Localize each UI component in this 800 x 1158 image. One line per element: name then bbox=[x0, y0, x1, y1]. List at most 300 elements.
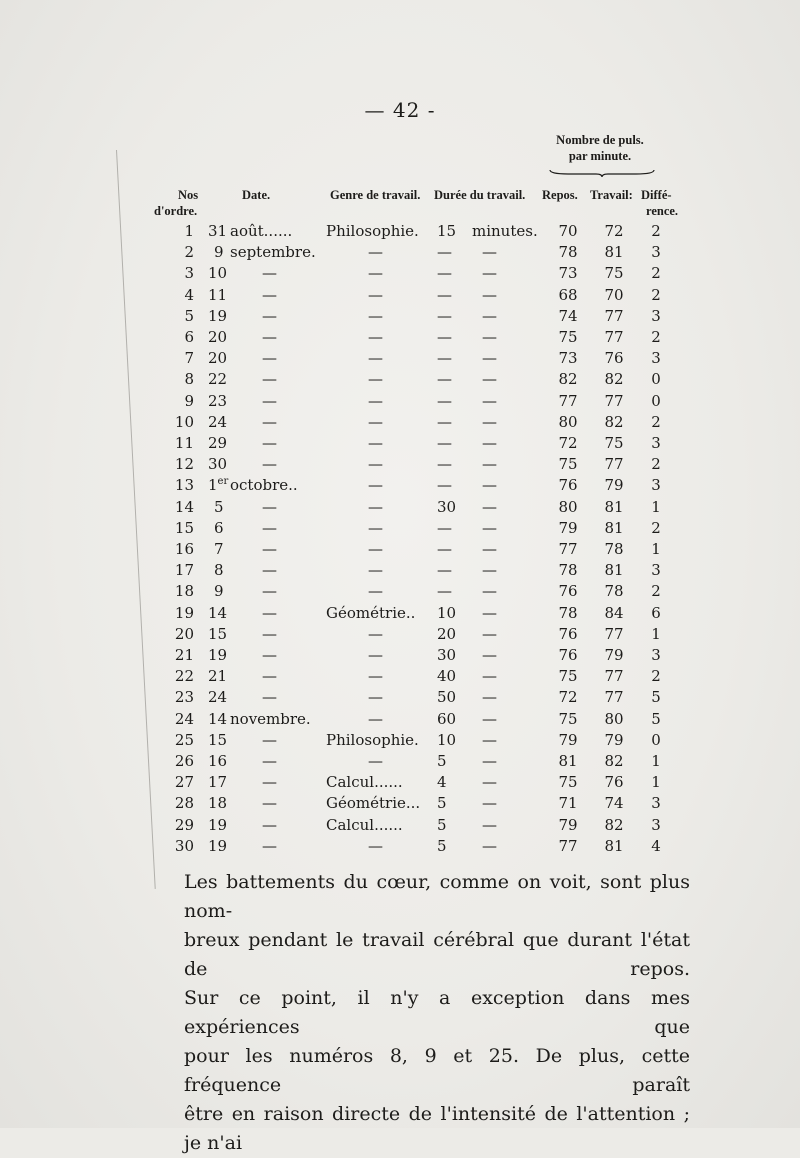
cell-duration: — bbox=[437, 243, 452, 262]
cell-number: 5 bbox=[184, 306, 194, 325]
header-ordre-line2: d'ordre. bbox=[154, 204, 198, 218]
cell-travail: 77 bbox=[604, 667, 624, 686]
cell-unit: minutes. bbox=[472, 222, 538, 240]
cell-difference: 0 bbox=[651, 391, 661, 410]
cell-month: — bbox=[262, 455, 277, 474]
cell-difference: 3 bbox=[651, 561, 661, 580]
table-row bbox=[0, 688, 800, 710]
cell-genre: — bbox=[368, 412, 383, 431]
cell-genre: — bbox=[368, 391, 383, 410]
cell-unit: — bbox=[482, 412, 497, 431]
cell-difference: 2 bbox=[651, 518, 661, 537]
cell-travail: 75 bbox=[604, 434, 624, 452]
cell-difference: 2 bbox=[651, 285, 661, 304]
table-row bbox=[0, 307, 800, 329]
cell-repos: 76 bbox=[558, 624, 578, 643]
cell-unit: — bbox=[482, 794, 497, 813]
cell-day: 15 bbox=[208, 730, 228, 749]
cell-number: 1 bbox=[184, 222, 194, 240]
cell-month: — bbox=[262, 688, 277, 707]
cell-day: 8 bbox=[214, 561, 224, 580]
cell-month: — bbox=[262, 730, 277, 749]
cell-duration: — bbox=[437, 285, 452, 304]
cell-number: 6 bbox=[184, 328, 194, 346]
table-row bbox=[0, 582, 800, 604]
cell-day: 20 bbox=[208, 328, 228, 346]
cell-day: 14 bbox=[208, 603, 228, 622]
cell-repos: 76 bbox=[558, 582, 578, 601]
cell-number: 29 bbox=[174, 815, 194, 834]
table-row bbox=[0, 667, 800, 689]
cell-genre: — bbox=[368, 243, 383, 262]
table-row bbox=[0, 498, 800, 520]
cell-month: — bbox=[262, 370, 277, 389]
cell-repos: 80 bbox=[558, 412, 578, 431]
cell-month: — bbox=[262, 667, 277, 686]
cell-day: 1er bbox=[208, 476, 229, 495]
cell-repos: 76 bbox=[558, 646, 578, 664]
cell-duration: 5 bbox=[437, 836, 447, 855]
cell-day: 24 bbox=[208, 688, 228, 707]
cell-difference: 2 bbox=[651, 582, 661, 601]
cell-travail: 77 bbox=[604, 455, 624, 474]
header-ordre-line1: Nos bbox=[178, 188, 199, 202]
cell-genre: — bbox=[368, 582, 383, 601]
cell-genre: — bbox=[368, 624, 383, 643]
cell-repos: 75 bbox=[558, 328, 578, 346]
cell-genre: — bbox=[368, 455, 383, 474]
cell-month: — bbox=[262, 646, 277, 664]
cell-number: 20 bbox=[174, 624, 194, 643]
cell-duration: 10 bbox=[437, 730, 457, 749]
cell-duration: 10 bbox=[437, 603, 457, 622]
cell-genre: Philosophie. bbox=[326, 222, 419, 240]
cell-duration: 4 bbox=[437, 773, 447, 792]
cell-month: — bbox=[262, 412, 277, 431]
cell-genre: — bbox=[368, 476, 383, 495]
cell-duration: — bbox=[437, 370, 452, 389]
table-row bbox=[0, 434, 800, 456]
cell-day: 22 bbox=[208, 370, 228, 389]
cell-unit: — bbox=[482, 688, 497, 707]
cell-month: — bbox=[262, 306, 277, 325]
cell-number: 4 bbox=[184, 285, 194, 304]
cell-month: — bbox=[262, 603, 277, 622]
cell-day: 14 bbox=[208, 709, 228, 728]
table-row bbox=[0, 731, 800, 753]
page-number: — 42 - bbox=[364, 98, 436, 122]
cell-duration: — bbox=[437, 518, 452, 537]
cell-travail: 82 bbox=[604, 752, 624, 770]
table-row bbox=[0, 561, 800, 583]
cell-repos: 80 bbox=[558, 497, 578, 516]
cell-genre: Calcul...... bbox=[326, 815, 403, 834]
cell-repos: 79 bbox=[558, 518, 578, 537]
cell-day: 11 bbox=[208, 285, 228, 304]
cell-month: — bbox=[262, 497, 277, 516]
cell-repos: 78 bbox=[558, 243, 578, 262]
cell-genre: Géométrie.. bbox=[326, 603, 416, 622]
cell-travail: 84 bbox=[604, 603, 624, 622]
cell-day: 9 bbox=[214, 243, 224, 262]
cell-repos: 71 bbox=[558, 794, 578, 813]
cell-number: 11 bbox=[174, 434, 194, 452]
cell-difference: 1 bbox=[651, 540, 661, 558]
cell-duration: 5 bbox=[437, 794, 447, 813]
cell-repos: 75 bbox=[558, 709, 578, 728]
cell-month: — bbox=[262, 836, 277, 855]
cell-month: — bbox=[262, 391, 277, 410]
cell-genre: — bbox=[368, 328, 383, 346]
cell-travail: 70 bbox=[604, 285, 624, 304]
cell-day: 20 bbox=[208, 349, 228, 368]
cell-difference: 0 bbox=[651, 370, 661, 389]
cell-number: 17 bbox=[174, 561, 194, 580]
cell-number: 15 bbox=[174, 518, 194, 537]
cell-unit: — bbox=[482, 328, 497, 346]
cell-day: 19 bbox=[208, 306, 228, 325]
cell-difference: 5 bbox=[651, 688, 661, 707]
cell-duration: 40 bbox=[437, 667, 457, 686]
cell-unit: — bbox=[482, 815, 497, 834]
cell-genre: Géométrie... bbox=[326, 794, 421, 813]
cell-difference: 3 bbox=[651, 243, 661, 262]
cell-travail: 76 bbox=[604, 773, 624, 792]
cell-difference: 2 bbox=[651, 328, 661, 346]
cell-difference: 1 bbox=[651, 624, 661, 643]
cell-repos: 74 bbox=[558, 306, 578, 325]
cell-travail: 77 bbox=[604, 391, 624, 410]
cell-unit: — bbox=[482, 264, 497, 283]
table-row bbox=[0, 773, 800, 795]
cell-travail: 75 bbox=[604, 264, 624, 283]
cell-difference: 0 bbox=[651, 730, 661, 749]
cell-duration: — bbox=[437, 476, 452, 495]
cell-unit: — bbox=[482, 730, 497, 749]
cell-difference: 1 bbox=[651, 752, 661, 770]
cell-repos: 75 bbox=[558, 773, 578, 792]
cell-number: 2 bbox=[184, 243, 194, 262]
cell-month: — bbox=[262, 624, 277, 643]
table-row bbox=[0, 752, 800, 774]
table-row bbox=[0, 604, 800, 626]
cell-month: — bbox=[262, 285, 277, 304]
cell-difference: 3 bbox=[651, 794, 661, 813]
cell-day: 15 bbox=[208, 624, 228, 643]
cell-day: 5 bbox=[214, 497, 224, 516]
cell-repos: 79 bbox=[558, 815, 578, 834]
cell-unit: — bbox=[482, 582, 497, 601]
table-row bbox=[0, 413, 800, 435]
cell-genre: — bbox=[368, 667, 383, 686]
cell-repos: 81 bbox=[558, 752, 578, 770]
cell-difference: 2 bbox=[651, 455, 661, 474]
cell-duration: — bbox=[437, 391, 452, 410]
table-row bbox=[0, 710, 800, 732]
cell-number: 12 bbox=[174, 455, 194, 474]
cell-month: — bbox=[262, 328, 277, 346]
cell-duration: — bbox=[437, 264, 452, 283]
cell-month: — bbox=[262, 773, 277, 792]
cell-travail: 82 bbox=[604, 815, 624, 834]
cell-travail: 78 bbox=[604, 540, 624, 558]
cell-duration: — bbox=[437, 561, 452, 580]
cell-day: 19 bbox=[208, 815, 228, 834]
cell-difference: 6 bbox=[651, 603, 661, 622]
cell-travail: 81 bbox=[604, 518, 624, 537]
cell-unit: — bbox=[482, 603, 497, 622]
cell-genre: — bbox=[368, 349, 383, 368]
cell-genre: — bbox=[368, 540, 383, 558]
cell-number: 9 bbox=[184, 391, 194, 410]
cell-day: 29 bbox=[208, 434, 228, 452]
cell-repos: 75 bbox=[558, 455, 578, 474]
cell-number: 13 bbox=[174, 476, 194, 495]
cell-unit: — bbox=[482, 709, 497, 728]
table-row bbox=[0, 264, 800, 286]
cell-duration: — bbox=[437, 328, 452, 346]
header-difference-line2: rence. bbox=[646, 204, 679, 218]
cell-month: — bbox=[262, 752, 277, 770]
cell-number: 16 bbox=[174, 540, 194, 558]
cell-duration: — bbox=[437, 349, 452, 368]
cell-travail: 77 bbox=[604, 688, 624, 707]
cell-genre: Philosophie. bbox=[326, 730, 419, 749]
cell-number: 19 bbox=[174, 603, 194, 622]
cell-genre: — bbox=[368, 561, 383, 580]
cell-number: 24 bbox=[174, 709, 194, 728]
cell-genre: — bbox=[368, 646, 383, 664]
cell-month: — bbox=[262, 349, 277, 368]
cell-month: — bbox=[262, 540, 277, 558]
cell-duration: 30 bbox=[437, 497, 457, 516]
table-row bbox=[0, 625, 800, 647]
cell-day: 17 bbox=[208, 773, 228, 792]
cell-day: 7 bbox=[214, 540, 224, 558]
cell-travail: 78 bbox=[604, 582, 624, 601]
cell-month: octobre.. bbox=[230, 476, 298, 495]
cell-difference: 2 bbox=[651, 412, 661, 431]
cell-repos: 78 bbox=[558, 603, 578, 622]
pulse-group-brace bbox=[548, 168, 656, 178]
body-paragraph bbox=[184, 868, 690, 1158]
cell-repos: 77 bbox=[558, 836, 578, 855]
table-row bbox=[0, 540, 800, 562]
table-row bbox=[0, 816, 800, 838]
cell-month: septembre. bbox=[230, 243, 316, 262]
pulse-group-header-line2: par minute. bbox=[568, 149, 632, 163]
header-duree: Durée du travail. bbox=[434, 188, 526, 202]
cell-unit: — bbox=[482, 285, 497, 304]
cell-number: 8 bbox=[184, 370, 194, 389]
paragraph-line: être en raison directe de l'intensité de l'attention ; je n'ai bbox=[184, 1103, 690, 1154]
cell-duration: 5 bbox=[437, 752, 447, 770]
cell-unit: — bbox=[482, 497, 497, 516]
cell-difference: 3 bbox=[651, 349, 661, 368]
cell-duration: 5 bbox=[437, 815, 447, 834]
cell-number: 30 bbox=[174, 836, 194, 855]
cell-month: — bbox=[262, 582, 277, 601]
cell-month: novembre. bbox=[230, 709, 311, 728]
cell-number: 22 bbox=[174, 667, 194, 686]
cell-unit: — bbox=[482, 752, 497, 770]
cell-genre: — bbox=[368, 836, 383, 855]
paragraph-line: Sur ce point, il n'y a exception dans mes expériences que bbox=[184, 987, 690, 1038]
cell-difference: 2 bbox=[651, 264, 661, 283]
cell-difference: 3 bbox=[651, 476, 661, 495]
cell-travail: 81 bbox=[604, 561, 624, 580]
cell-repos: 72 bbox=[558, 434, 578, 452]
cell-month: — bbox=[262, 434, 277, 452]
cell-duration: 60 bbox=[437, 709, 457, 728]
cell-month: — bbox=[262, 264, 277, 283]
cell-number: 14 bbox=[174, 497, 194, 516]
cell-genre: — bbox=[368, 752, 383, 770]
cell-repos: 68 bbox=[558, 285, 578, 304]
cell-repos: 75 bbox=[558, 667, 578, 686]
cell-day: 19 bbox=[208, 836, 228, 855]
cell-duration: — bbox=[437, 582, 452, 601]
cell-duration: — bbox=[437, 434, 452, 452]
cell-unit: — bbox=[482, 476, 497, 495]
paragraph-line: pour les numéros 8, 9 et 25. De plus, cette fréquence paraît bbox=[184, 1045, 690, 1096]
cell-travail: 76 bbox=[604, 349, 624, 368]
cell-month: août...... bbox=[230, 222, 293, 240]
pulse-group-header bbox=[540, 132, 660, 164]
cell-month: — bbox=[262, 518, 277, 537]
cell-repos: 73 bbox=[558, 264, 578, 283]
cell-difference: 3 bbox=[651, 306, 661, 325]
header-repos: Repos. bbox=[542, 188, 578, 202]
table-row bbox=[0, 646, 800, 668]
cell-travail: 79 bbox=[604, 646, 624, 664]
cell-unit: — bbox=[482, 518, 497, 537]
table-row bbox=[0, 519, 800, 541]
cell-unit: — bbox=[482, 306, 497, 325]
cell-number: 25 bbox=[174, 730, 194, 749]
cell-travail: 82 bbox=[604, 412, 624, 431]
cell-repos: 78 bbox=[558, 561, 578, 580]
cell-number: 26 bbox=[174, 752, 194, 770]
cell-duration: — bbox=[437, 306, 452, 325]
cell-unit: — bbox=[482, 434, 497, 452]
cell-repos: 70 bbox=[558, 222, 578, 240]
cell-travail: 77 bbox=[604, 306, 624, 325]
header-difference-line1: Diffé- bbox=[641, 188, 672, 202]
cell-genre: — bbox=[368, 518, 383, 537]
paragraph-line: breux pendant le travail cérébral que durant l'état de repos. bbox=[184, 929, 690, 980]
pulse-group-header-line1: Nombre de puls. bbox=[556, 133, 644, 147]
cell-genre: — bbox=[368, 434, 383, 452]
cell-day: 6 bbox=[214, 518, 224, 537]
cell-unit: — bbox=[482, 561, 497, 580]
cell-duration: 20 bbox=[437, 624, 457, 643]
cell-travail: 72 bbox=[604, 222, 624, 240]
table-row bbox=[0, 328, 800, 350]
cell-travail: 80 bbox=[604, 709, 624, 728]
cell-duration: — bbox=[437, 455, 452, 474]
cell-day: 10 bbox=[208, 264, 228, 283]
cell-day: 23 bbox=[208, 391, 228, 410]
cell-repos: 82 bbox=[558, 370, 578, 389]
cell-repos: 72 bbox=[558, 688, 578, 707]
cell-travail: 79 bbox=[604, 730, 624, 749]
header-date: Date. bbox=[242, 188, 271, 202]
cell-day: 30 bbox=[208, 455, 228, 474]
cell-travail: 79 bbox=[604, 476, 624, 495]
header-travail: Travail: bbox=[590, 188, 633, 202]
table-row bbox=[0, 455, 800, 477]
cell-difference: 1 bbox=[651, 497, 661, 516]
cell-unit: — bbox=[482, 836, 497, 855]
table-row bbox=[0, 222, 800, 244]
cell-month: — bbox=[262, 815, 277, 834]
cell-unit: — bbox=[482, 370, 497, 389]
cell-travail: 81 bbox=[604, 243, 624, 262]
cell-difference: 3 bbox=[651, 434, 661, 452]
cell-travail: 81 bbox=[604, 836, 624, 855]
table-row bbox=[0, 794, 800, 816]
cell-number: 18 bbox=[174, 582, 194, 601]
cell-genre: — bbox=[368, 688, 383, 707]
cell-unit: — bbox=[482, 773, 497, 792]
cell-number: 28 bbox=[174, 794, 194, 813]
cell-number: 23 bbox=[174, 688, 194, 707]
cell-duration: — bbox=[437, 540, 452, 558]
table-row bbox=[0, 476, 800, 498]
cell-day: 24 bbox=[208, 412, 228, 431]
cell-unit: — bbox=[482, 391, 497, 410]
cell-month: — bbox=[262, 794, 277, 813]
cell-unit: — bbox=[482, 540, 497, 558]
table-row bbox=[0, 243, 800, 265]
cell-repos: 73 bbox=[558, 349, 578, 368]
cell-difference: 4 bbox=[651, 836, 661, 855]
cell-difference: 2 bbox=[651, 667, 661, 686]
cell-difference: 1 bbox=[651, 773, 661, 792]
cell-repos: 79 bbox=[558, 730, 578, 749]
cell-travail: 81 bbox=[604, 497, 624, 516]
cell-day: 16 bbox=[208, 752, 228, 770]
cell-duration: 30 bbox=[437, 646, 457, 664]
cell-genre: — bbox=[368, 497, 383, 516]
cell-number: 7 bbox=[184, 349, 194, 368]
paragraph-line: Les battements du cœur, comme on voit, sont plus nom- bbox=[184, 871, 690, 922]
cell-difference: 2 bbox=[651, 222, 661, 240]
cell-genre: — bbox=[368, 285, 383, 304]
table-row bbox=[0, 349, 800, 371]
cell-travail: 77 bbox=[604, 624, 624, 643]
header-genre: Genre de travail. bbox=[330, 188, 421, 202]
cell-month: — bbox=[262, 561, 277, 580]
table-row bbox=[0, 392, 800, 414]
cell-day: 19 bbox=[208, 646, 228, 664]
cell-travail: 77 bbox=[604, 328, 624, 346]
cell-repos: 77 bbox=[558, 391, 578, 410]
cell-unit: — bbox=[482, 243, 497, 262]
cell-difference: 3 bbox=[651, 815, 661, 834]
cell-number: 21 bbox=[174, 646, 194, 664]
cell-genre: — bbox=[368, 306, 383, 325]
cell-number: 3 bbox=[184, 264, 194, 283]
cell-repos: 76 bbox=[558, 476, 578, 495]
cell-unit: — bbox=[482, 667, 497, 686]
cell-day: 18 bbox=[208, 794, 228, 813]
cell-difference: 5 bbox=[651, 709, 661, 728]
cell-unit: — bbox=[482, 624, 497, 643]
cell-number: 10 bbox=[174, 412, 194, 431]
cell-unit: — bbox=[482, 455, 497, 474]
